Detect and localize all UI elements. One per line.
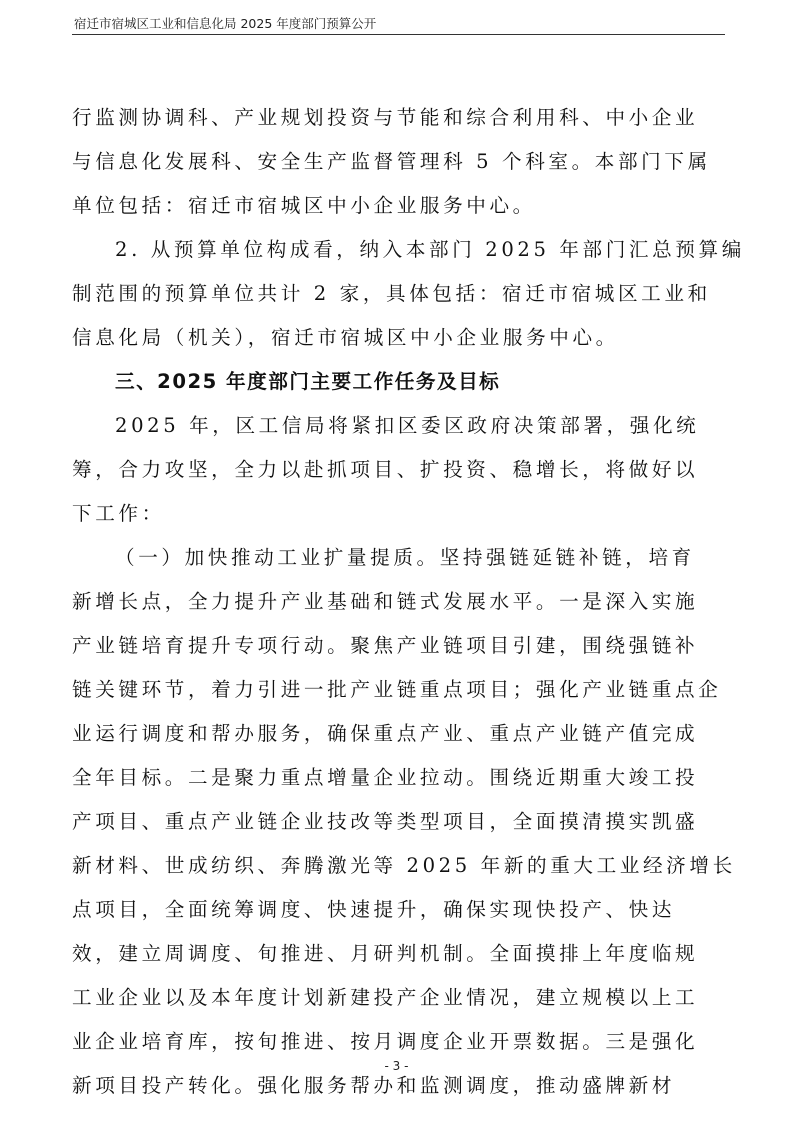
body-line: 制范围的预算单位共计 2 家，具体包括：宿迁市宿城区工业和 bbox=[72, 282, 711, 305]
page-header bbox=[72, 8, 725, 35]
body-line: 2. 从预算单位构成看，纳入本部门 2025 年部门汇总预算编 bbox=[115, 238, 745, 261]
body-line: 行监测协调科、产业规划投资与节能和综合利用科、中小企业 bbox=[72, 106, 699, 129]
body-line: 新增长点，全力提升产业基础和链式发展水平。一是深入实施 bbox=[72, 590, 699, 613]
body-line: 产业链培育提升专项行动。聚焦产业链项目引建，围绕强链补 bbox=[72, 634, 699, 657]
header-title: 宿迁市宿城区工业和信息化局 2025 年度部门预算公开 bbox=[74, 16, 377, 31]
body-line: 新材料、世成纺织、奔腾激光等 2025 年新的重大工业经济增长 bbox=[72, 854, 736, 877]
body-line: 业运行调度和帮办服务，确保重点产业、重点产业链产值完成 bbox=[72, 722, 699, 745]
body-line: 筹，合力攻坚，全力以赴抓项目、扩投资、稳增长，将做好以 bbox=[72, 458, 699, 481]
body-line: 新项目投产转化。强化服务帮办和监测调度，推动盛牌新材 bbox=[72, 1074, 676, 1097]
body-line: 业企业培育库，按旬推进、按月调度企业开票数据。三是强化 bbox=[72, 1030, 699, 1053]
body-line: 产项目、重点产业链企业技改等类型项目，全面摸清摸实凯盛 bbox=[72, 810, 699, 833]
body-line: 2025 年，区工信局将紧扣区委区政府决策部署，强化统 bbox=[115, 414, 700, 437]
body-line: 信息化局（机关），宿迁市宿城区中小企业服务中心。 bbox=[72, 326, 619, 349]
body-line: 全年目标。二是聚力重点增量企业拉动。围绕近期重大竣工投 bbox=[72, 766, 699, 789]
body-line: 下工作： bbox=[72, 502, 165, 525]
body-line: 效，建立周调度、旬推进、月研判机制。全面摸排上年度临规 bbox=[72, 942, 699, 965]
section-heading: 三、2025 年度部门主要工作任务及目标 bbox=[115, 370, 501, 393]
body-line: （一）加快推动工业扩量提质。坚持强链延链补链，培育 bbox=[115, 546, 695, 569]
page-number: - 3 - bbox=[384, 1059, 409, 1073]
body-line: 单位包括：宿迁市宿城区中小企业服务中心。 bbox=[72, 194, 536, 217]
body-line: 点项目，全面统筹调度、快速提升，确保实现快投产、快达 bbox=[72, 898, 676, 921]
body-line: 与信息化发展科、安全生产监督管理科 5 个科室。本部门下属 bbox=[72, 150, 711, 173]
body-line: 链关键环节，着力引进一批产业链重点项目；强化产业链重点企 bbox=[72, 678, 722, 701]
body-line: 工业企业以及本年度计划新建投产企业情况，建立规模以上工 bbox=[72, 986, 699, 1009]
